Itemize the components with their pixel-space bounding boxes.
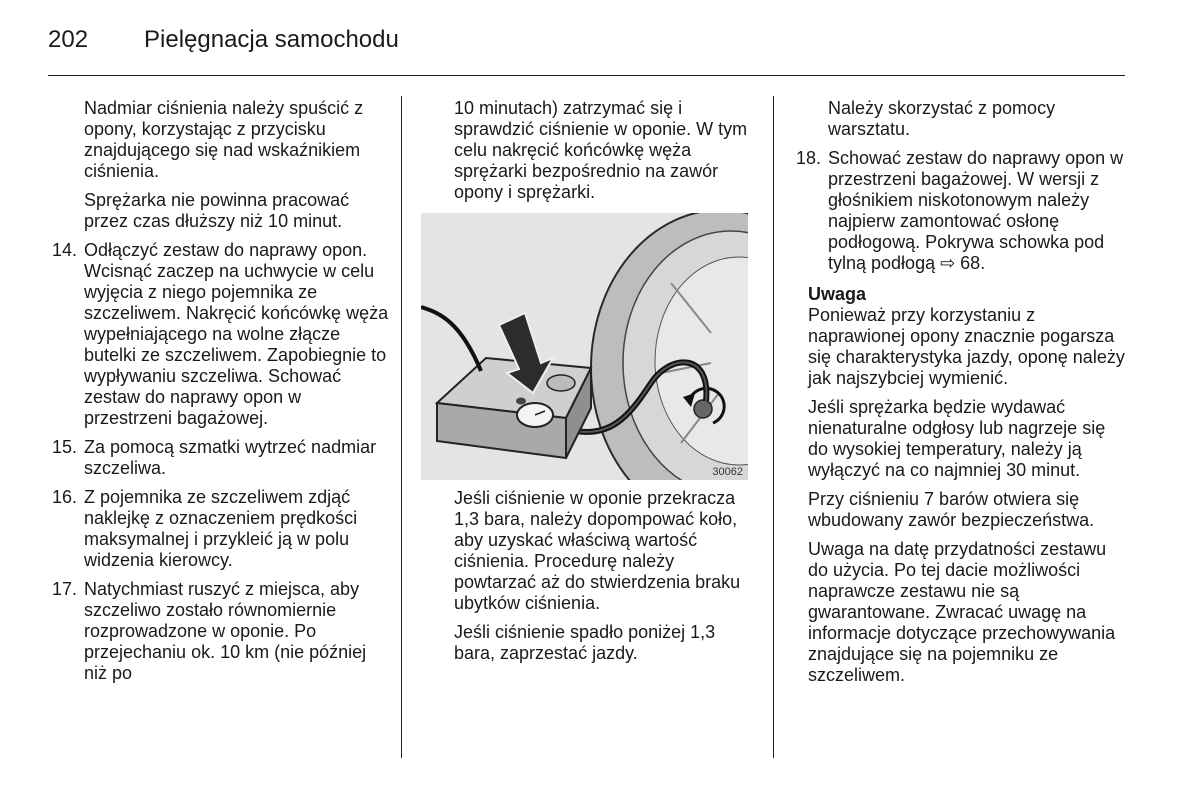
note-paragraph-4: Uwaga na datę przydatności zestawu do użycia. Po tej dacie możliwości naprawcze zestawu nie są gwarantowane. Zwracać uwagę na informacje dotyczące przechowywania znajdujące się na pojemniku ze szczeliwem. [808, 539, 1116, 685]
column-3 [796, 98, 1128, 694]
figure-id-label: 30062 [712, 466, 743, 478]
column-divider-2 [773, 96, 774, 758]
note-paragraph-2: Jeśli sprężarka będzie wydawać nienaturalne odgłosy lub nagrzeje się do wysokiej temperatury, należy ją wyłączyć na co najmniej 30 minut. [808, 397, 1106, 480]
col2-paragraph-3: Jeśli ciśnienie spadło poniżej 1,3 bara, zaprzestać jazdy. [454, 622, 716, 663]
figure-svg [421, 213, 748, 480]
note-paragraph-1: Ponieważ przy korzystaniu z naprawionej opony znacznie pogarsza się charakterystyka jazdy, oponę należy jak najszybciej wymienić. [808, 305, 1125, 388]
list-item-16 [52, 487, 390, 571]
column-1 [52, 98, 390, 692]
header-rule [48, 75, 1125, 76]
item-number: 15. [52, 437, 78, 457]
col1-paragraph-2: Sprężarka nie powinna pracować przez czas dłuższy niż 10 minut. [84, 190, 350, 231]
col2-paragraph-2: Jeśli ciśnienie w oponie przekracza 1,3 bara, należy dopompować koło, aby uzyskać właściwą wartość ciśnienia. Procedurę należy powtarzać aż do stwierdzenia braku ubytków ciśnienia. [454, 488, 741, 613]
list-item-18 [796, 148, 1128, 274]
page-number: 202 [48, 26, 89, 53]
note-paragraph-3: Przy ciśnieniu 7 barów otwiera się wbudowany zawór bezpieczeństwa. [808, 489, 1095, 530]
item-number: 14. [52, 240, 78, 260]
item-text: Odłączyć zestaw do naprawy opon. Wcisnąć zaczep na uchwycie w celu wyjęcia z niego pojemnika ze szczeliwem. Nakręcić końcówkę węża wypełniającego na wolne złącze butelki ze szczeliwem. Zapobiegnie to wypływaniu szczeliwa. Schować zestaw do naprawy opon w przestrzeni bagażowej. [84, 240, 389, 428]
col1-paragraph-1: Nadmiar ciśnienia należy spuścić z opony, korzystając z przycisku znajdującego się nad wskaźnikiem ciśnienia. [84, 98, 364, 181]
item-text: Za pomocą szmatki wytrzeć nadmiar szczeliwa. [84, 437, 377, 478]
column-divider-1 [401, 96, 402, 758]
note-title: Uwaga [808, 284, 867, 304]
item-text: Schować zestaw do naprawy opon w przestrzeni bagażowej. W wersji z głośnikiem niskotonowym należy najpierw zamontować osłonę podłogową. Pokrywa schowka pod tylną podłogą ⇨ 68. [828, 148, 1124, 273]
item-text: Z pojemnika ze szczeliwem zdjąć naklejkę z oznaczeniem prędkości maksymalnej i przykleić ją w polu widzenia kierowcy. [84, 487, 358, 570]
list-item-15 [52, 437, 390, 479]
item-number: 17. [52, 579, 78, 599]
compressor-illustration [421, 213, 748, 480]
col2-paragraph-1: 10 minutach) zatrzymać się i sprawdzić ciśnienie w oponie. W tym celu nakręcić końcówkę węża sprężarki bezpośrednio na zawór opony i sprężarki. [454, 98, 748, 202]
list-item-17 [52, 579, 390, 684]
item-text: Natychmiast ruszyć z miejsca, aby szczeliwo zostało równomiernie rozprowadzone w oponie. Po przejechaniu ok. 10 km (nie później niż po [84, 579, 367, 683]
item-number: 16. [52, 487, 78, 507]
page-title: Pielęgnacja samochodu [144, 26, 399, 53]
item-number: 18. [796, 148, 822, 168]
page-header [48, 26, 399, 54]
column-2-bottom [454, 488, 754, 672]
list-item-14 [52, 240, 390, 429]
note-box [796, 284, 1128, 686]
column-2-top [454, 98, 754, 211]
col3-paragraph-1: Należy skorzystać z pomocy warsztatu. [828, 98, 1056, 139]
